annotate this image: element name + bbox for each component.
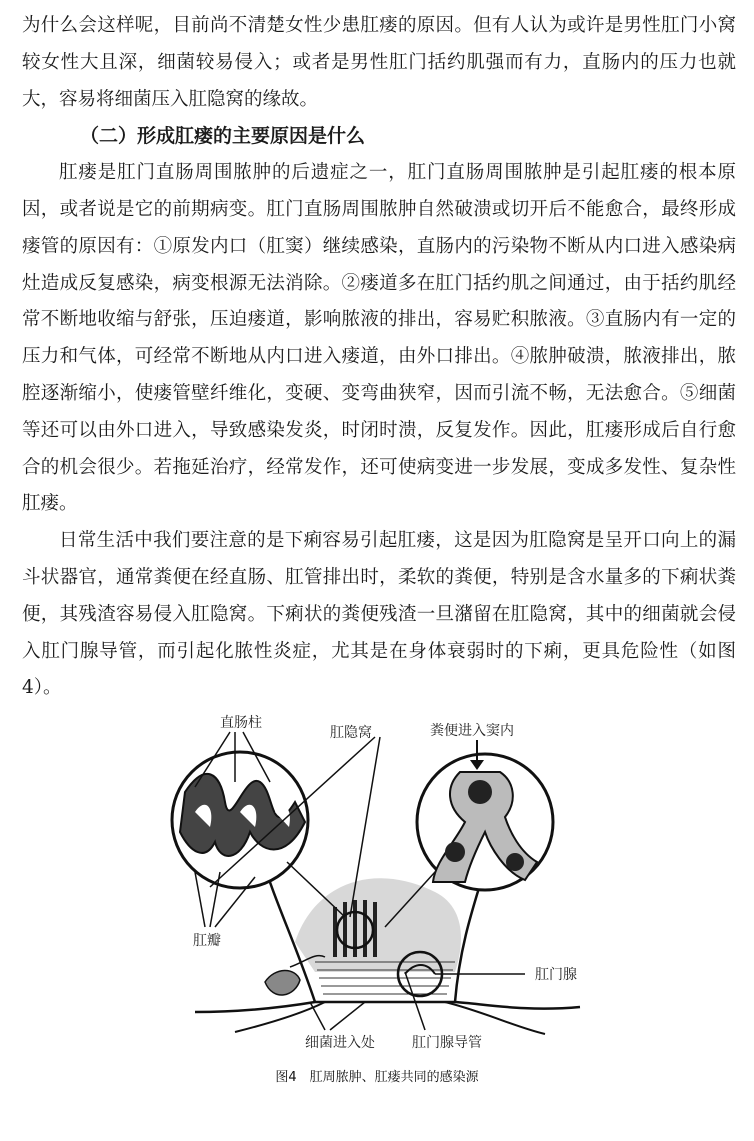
paragraph-diarrhea: 日常生活中我们要注意的是下痢容易引起肛瘘，这是因为肛隐窝是呈开口向上的漏斗状器官，通常粪便在经直肠、肛管排出时，柔软的粪便，特别是含水量多的下痢状粪便，其残渣容易侵入肛隐窝。下痢状的粪便残渣一旦潴留在肛隐窝，其中的细菌就会侵入肛门腺导管，而引起化脓性炎症，尤其是在身体衰弱时的下痢，更具危险性（如图4）。 [22, 530, 736, 699]
label-bacteria-entry: 细菌进入处 [305, 1035, 375, 1051]
anatomy-illustration [165, 712, 595, 1062]
label-anal-valve: 肛瓣 [193, 933, 221, 949]
label-feces-into-sinus: 粪便进入窦内 [430, 723, 514, 739]
section-heading: （二）形成肛瘘的主要原因是什么 [80, 125, 366, 148]
figure-caption: 图4 肛周脓肿、肛瘘共同的感染源 [275, 1070, 479, 1085]
paragraph-causes: 肛瘘是肛门直肠周围脓肿的后遗症之一，肛门直肠周围脓肿是引起肛瘘的根本原因，或者说是它的前期病变。肛门直肠周围脓肿自然破溃或切开后不能愈合，最终形成瘘管的原因有：①原发内口（肛窦）继续感染，直肠内的污染物不断从内口进入感染病灶造成反复感染，病变根源无法消除。②瘘道多在肛门括约肌之间通过，由于括约肌经常不断地收缩与舒张，压迫瘘道，影响脓液的排出，容易贮积脓液。③直肠内有一定的压力和气体，可经常不断地从内口进入瘘道，由外口排出。④脓肿破溃，脓液排出，脓腔逐渐缩小，使瘘管壁纤维化，变硬、变弯曲狭窄，因而引流不畅，无法愈合。⑤细菌等还可以由外口进入，导致感染发炎，时闭时溃，反复发作。因此，肛瘘形成后自行愈合的机会很少。若拖延治疗，经常发作，还可使病变进一步发展，变成多发性、复杂性肛瘘。 [22, 162, 736, 515]
anatomy-figure [165, 712, 595, 1062]
paragraph-intro: 为什么会这样呢，目前尚不清楚女性少患肛瘘的原因。但有人认为或许是男性肛门小窝较女性大且深，细菌较易侵入；或者是男性肛门括约肌强而有力，直肠内的压力也就大，容易将细菌压入肛隐窝的缘故。 [22, 15, 736, 110]
label-anal-crypt: 肛隐窝 [330, 725, 372, 741]
label-anal-gland: 肛门腺 [535, 967, 577, 983]
label-rectal-column: 直肠柱 [220, 715, 262, 731]
label-anal-gland-duct: 肛门腺导管 [412, 1035, 482, 1051]
body-text [22, 8, 736, 707]
